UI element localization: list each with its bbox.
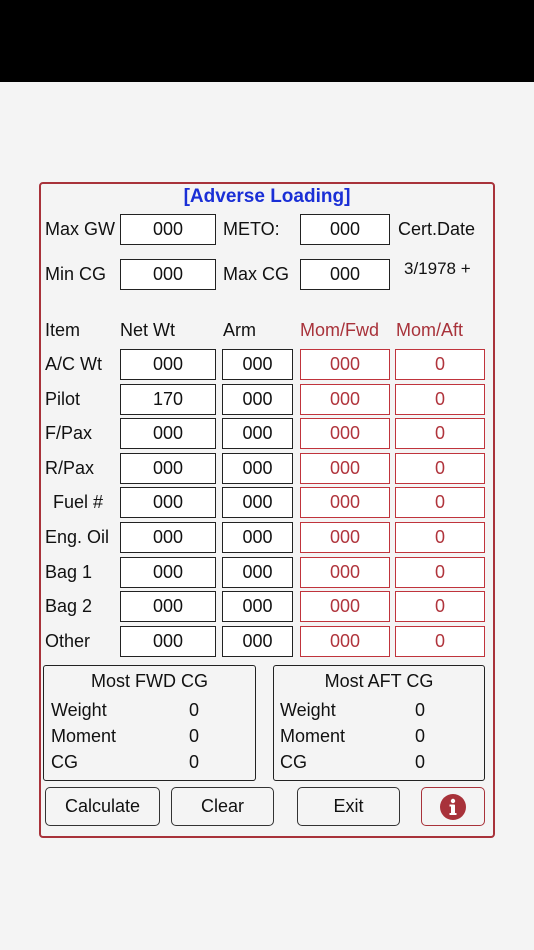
meto-label: METO: (223, 219, 280, 239)
fwd-weight-value: 0 (189, 700, 200, 720)
row-pilot-mom-fwd: 000 (300, 384, 390, 415)
column-header-net-wt: Net Wt (120, 320, 176, 340)
row-fuel-mom-aft: 0 (395, 487, 485, 518)
max-cg-label: Max CG (223, 264, 290, 284)
fwd-cg-value: 0 (189, 752, 200, 772)
column-header-item: Item (45, 320, 81, 340)
row-pilot-arm-field[interactable]: 000 (222, 384, 293, 415)
aft-cg-value: 0 (415, 752, 426, 772)
max-cg-field[interactable]: 000 (300, 259, 390, 290)
row-fuel-arm-field[interactable]: 000 (222, 487, 293, 518)
row-f-pax-arm-field[interactable]: 000 (222, 418, 293, 449)
aft-moment-value: 0 (415, 726, 426, 746)
row-a-c-wt-arm-field[interactable]: 000 (222, 349, 293, 380)
row-pilot-mom-aft: 0 (395, 384, 485, 415)
row-other-net-wt-field[interactable]: 000 (120, 626, 216, 657)
row-r-pax-net-wt-field[interactable]: 000 (120, 453, 216, 484)
row-f-pax-mom-aft: 0 (395, 418, 485, 449)
row-a-c-wt-mom-aft: 0 (395, 349, 485, 380)
min-cg-field[interactable]: 000 (120, 259, 216, 290)
aft-weight-value: 0 (415, 700, 426, 720)
page-title: [Adverse Loading] (183, 186, 351, 207)
row-bag-2-mom-fwd: 000 (300, 591, 390, 622)
row-bag-1-label: Bag 1 (45, 562, 93, 582)
cert-date-label: Cert.Date (398, 219, 476, 239)
row-r-pax-mom-fwd: 000 (300, 453, 390, 484)
most-aft-cg-title: Most AFT CG (324, 671, 434, 691)
fwd-cg-label: CG (51, 752, 78, 772)
row-other-label: Other (45, 631, 91, 651)
status-bar (0, 0, 534, 82)
row-r-pax-label: R/Pax (45, 458, 95, 478)
row-other-arm-field[interactable]: 000 (222, 626, 293, 657)
row-eng-oil-label: Eng. Oil (45, 527, 110, 547)
row-f-pax-net-wt-field[interactable]: 000 (120, 418, 216, 449)
most-fwd-cg-title: Most FWD CG (91, 671, 208, 691)
info-icon (440, 794, 466, 820)
row-r-pax-mom-aft: 0 (395, 453, 485, 484)
meto-field[interactable]: 000 (300, 214, 390, 245)
row-bag-1-arm-field[interactable]: 000 (222, 557, 293, 588)
row-bag-1-net-wt-field[interactable]: 000 (120, 557, 216, 588)
row-f-pax-mom-fwd: 000 (300, 418, 390, 449)
row-bag-2-net-wt-field[interactable]: 000 (120, 591, 216, 622)
row-f-pax-label: F/Pax (45, 423, 93, 443)
row-bag-2-arm-field[interactable]: 000 (222, 591, 293, 622)
row-other-mom-fwd: 000 (300, 626, 390, 657)
fwd-weight-label: Weight (51, 700, 107, 720)
row-a-c-wt-mom-fwd: 000 (300, 349, 390, 380)
row-bag-1-mom-aft: 0 (395, 557, 485, 588)
cert-date-value: 3/1978 + (404, 259, 471, 278)
info-button[interactable] (421, 787, 485, 826)
aft-weight-label: Weight (280, 700, 336, 720)
row-pilot-net-wt-field[interactable]: 170 (120, 384, 216, 415)
column-header-mom-aft: Mom/Aft (396, 320, 464, 340)
row-fuel-mom-fwd: 000 (300, 487, 390, 518)
aft-moment-label: Moment (280, 726, 346, 746)
exit-button[interactable]: Exit (297, 787, 400, 826)
row-bag-1-mom-fwd: 000 (300, 557, 390, 588)
max-gw-field[interactable]: 000 (120, 214, 216, 245)
row-other-mom-aft: 0 (395, 626, 485, 657)
row-eng-oil-net-wt-field[interactable]: 000 (120, 522, 216, 553)
column-header-mom-fwd: Mom/Fwd (300, 320, 380, 340)
column-header-arm: Arm (223, 320, 256, 340)
row-a-c-wt-label: A/C Wt (45, 354, 102, 374)
row-bag-2-mom-aft: 0 (395, 591, 485, 622)
row-a-c-wt-net-wt-field[interactable]: 000 (120, 349, 216, 380)
row-eng-oil-arm-field[interactable]: 000 (222, 522, 293, 553)
row-r-pax-arm-field[interactable]: 000 (222, 453, 293, 484)
row-eng-oil-mom-aft: 0 (395, 522, 485, 553)
fwd-moment-label: Moment (51, 726, 117, 746)
clear-button[interactable]: Clear (171, 787, 274, 826)
fwd-moment-value: 0 (189, 726, 200, 746)
calculate-button[interactable]: Calculate (45, 787, 160, 826)
min-cg-label: Min CG (45, 264, 107, 284)
row-eng-oil-mom-fwd: 000 (300, 522, 390, 553)
row-fuel-label: Fuel # (53, 492, 104, 512)
row-fuel-net-wt-field[interactable]: 000 (120, 487, 216, 518)
aft-cg-label: CG (280, 752, 307, 772)
max-gw-label: Max GW (45, 219, 115, 239)
row-bag-2-label: Bag 2 (45, 596, 93, 616)
row-pilot-label: Pilot (45, 389, 81, 409)
